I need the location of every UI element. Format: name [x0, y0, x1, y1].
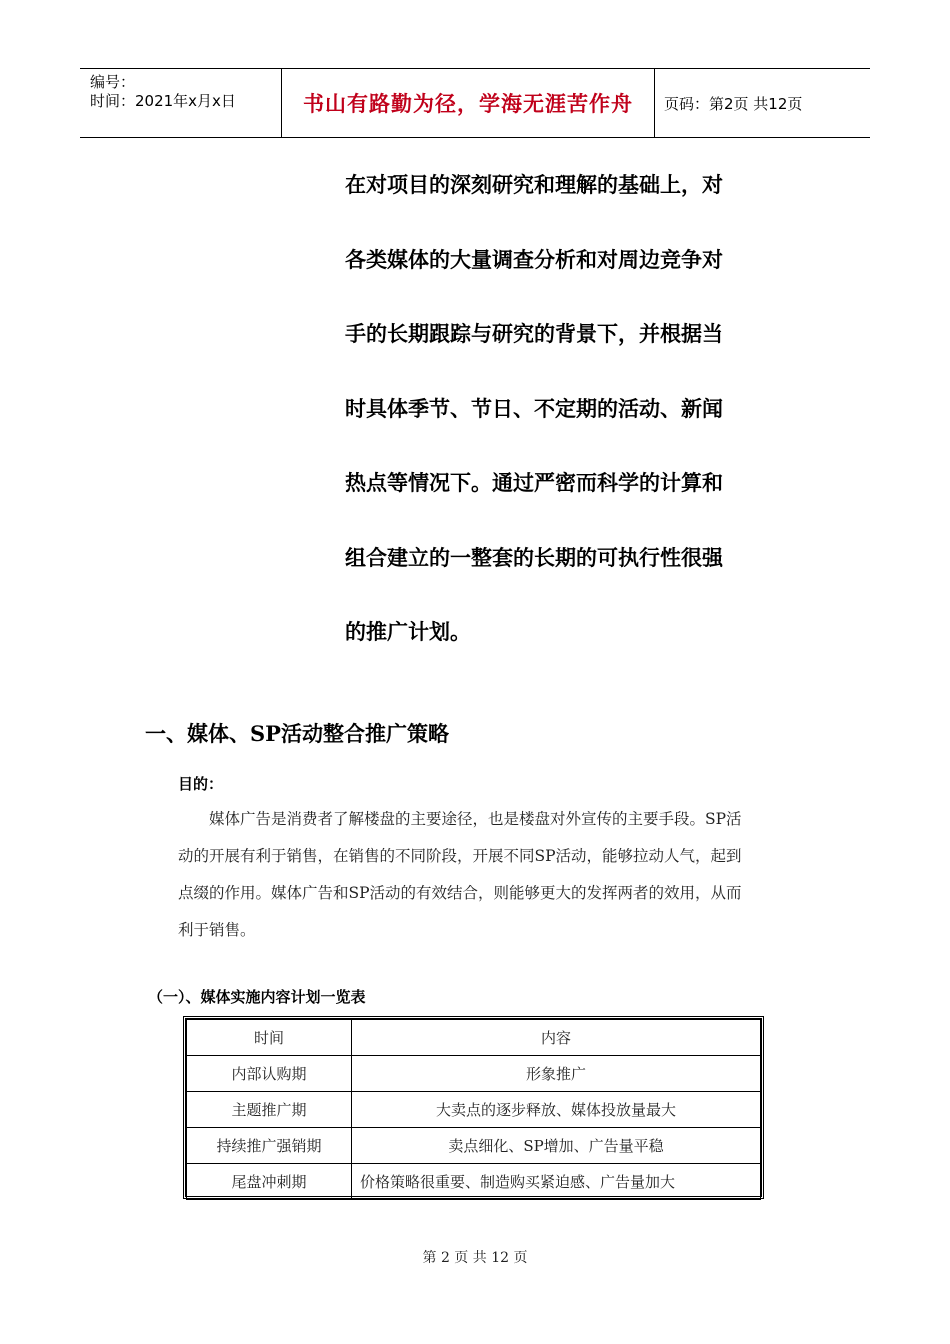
table-cell: 内部认购期 — [187, 1056, 352, 1092]
table-cell: 价格策略很重要、制造购买紧迫感、广告量加大 — [352, 1164, 761, 1200]
table-header-row — [187, 1020, 761, 1056]
lead-line: 手的长期跟踪与研究的背景下，并根据当 — [345, 321, 723, 346]
purpose-line: 点缀的作用。媒体广告和SP活动的有效结合，则能够更大的发挥两者的效用，从而 — [178, 884, 742, 902]
lead-line: 组合建立的一整套的长期的可执行性很强 — [345, 544, 723, 570]
lead-paragraph — [345, 170, 775, 692]
table-cell: 大卖点的逐步释放、媒体投放量最大 — [352, 1092, 761, 1128]
subsection-heading: （一）、媒体实施内容计划一览表 — [148, 988, 366, 1006]
purpose-line: 动的开展有利于销售，在销售的不同阶段，开展不同SP活动，能够拉动人气，起到 — [178, 847, 742, 865]
motto-text: 书山有路勤为径，学海无涯苦作舟 — [303, 91, 633, 116]
table-cell: 尾盘冲刺期 — [187, 1164, 352, 1200]
section-heading: 一、媒体、SP活动整合推广策略 — [145, 721, 449, 746]
table-cell: 主题推广期 — [187, 1092, 352, 1128]
table-row — [187, 1056, 761, 1092]
purpose-line: 利于销售。 — [178, 921, 256, 939]
purpose-paragraph — [178, 801, 798, 949]
lead-line: 热点等情况下。通过严密而科学的计算和 — [345, 470, 723, 495]
page-footer: 第 2 页 共 12 页 — [422, 1250, 528, 1266]
table-cell: 卖点细化、SP增加、广告量平稳 — [352, 1128, 761, 1164]
header-motto-cell — [281, 69, 655, 137]
page-info: 页码：第2页 共12页 — [664, 94, 803, 113]
table-cell: 持续推广强销期 — [187, 1128, 352, 1164]
serial-number-label: 编号： — [90, 73, 136, 91]
date-label: 时间：2021年x月x日 — [90, 92, 236, 110]
table-row — [187, 1128, 761, 1164]
lead-line: 的推广计划。 — [345, 619, 471, 644]
table-header-cell: 时间 — [187, 1020, 352, 1056]
header-page-cell — [654, 69, 870, 137]
table-cell: 形象推广 — [352, 1056, 761, 1092]
document-header — [80, 68, 870, 138]
lead-line: 各类媒体的大量调查分析和对周边竞争对 — [345, 246, 723, 272]
header-meta-cell — [80, 69, 281, 137]
media-plan-table — [183, 1016, 764, 1199]
lead-line: 在对项目的深刻研究和理解的基础上，对 — [345, 172, 723, 197]
table-header-cell: 内容 — [352, 1020, 761, 1056]
lead-line: 时具体季节、节日、不定期的活动、新闻 — [345, 395, 723, 421]
purpose-line: 媒体广告是消费者了解楼盘的主要途径，也是楼盘对外宣传的主要手段。SP活 — [209, 810, 742, 828]
purpose-label: 目的： — [178, 775, 224, 793]
table-row — [187, 1164, 761, 1200]
table-row — [187, 1092, 761, 1128]
